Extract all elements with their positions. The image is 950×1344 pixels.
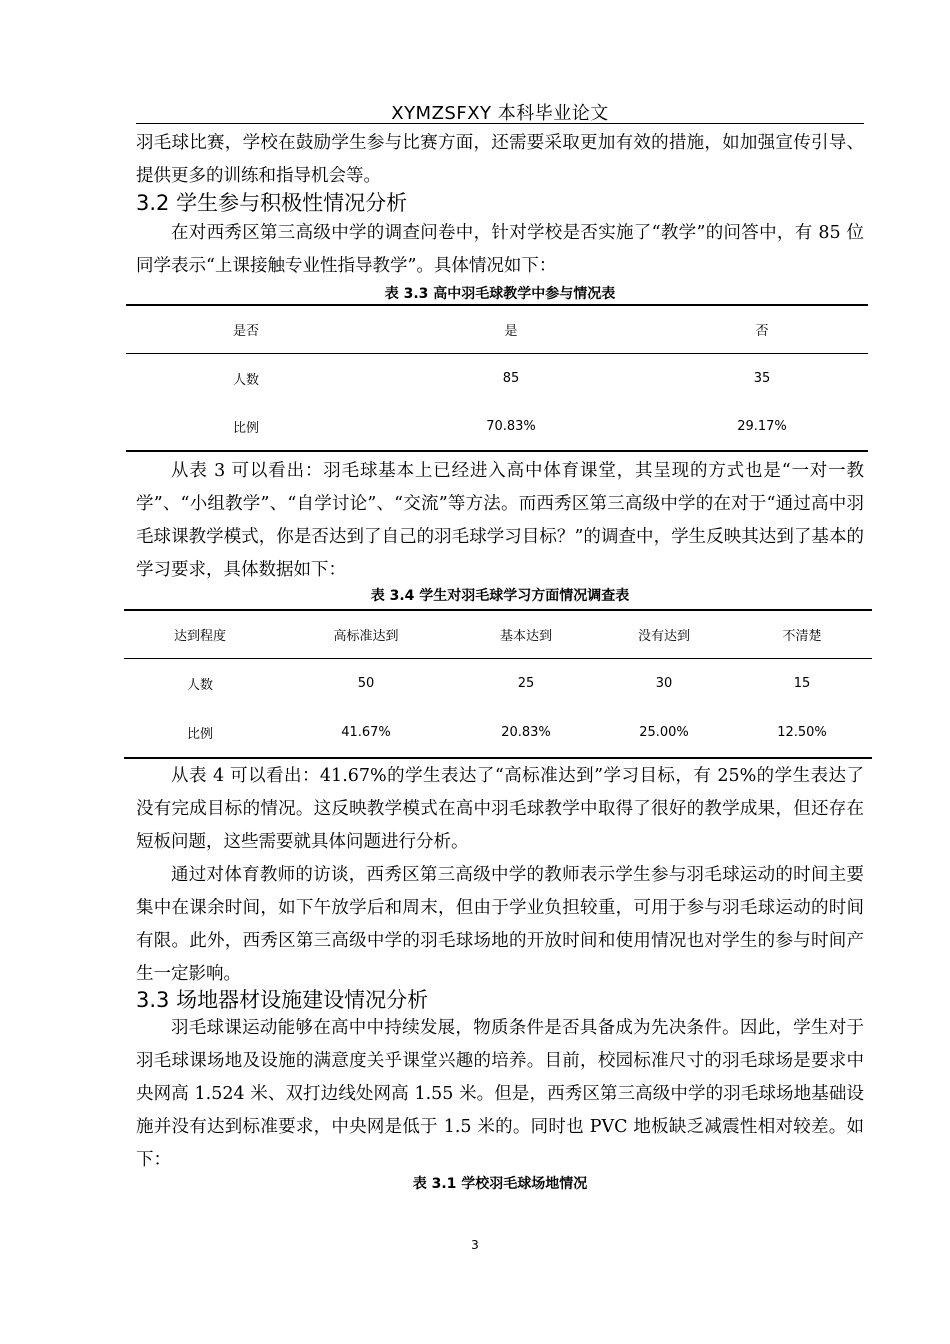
- paragraph-table4-analysis: 从表 4 可以看出：41.67%的学生表达了“高标准达到”学习目标，有 25%的学生表达了没有完成目标的情况。这反映教学模式在高中羽毛球教学中取得了很好的教学成果，但还存在短板问题，这些需要就具体问题进行分析。: [136, 766, 864, 852]
- table-header-cell: 达到程度: [124, 610, 276, 658]
- table-caption-3-1: 表 3.1 学校羽毛球场地情况: [412, 1176, 588, 1192]
- table-cell: 25.00%: [596, 708, 732, 758]
- section-heading-3-2: 3.2 学生参与积极性情况分析: [136, 191, 408, 215]
- table-header-row: [124, 610, 872, 658]
- table-cell: 50: [357, 675, 375, 691]
- table-cell: 29.17%: [656, 403, 868, 451]
- table-header-cell: 否: [656, 305, 868, 353]
- page-header: XYMZSFXY 本科毕业论文: [391, 103, 609, 124]
- table-cell: 比例: [124, 708, 276, 758]
- table-cell: 人数: [233, 372, 260, 388]
- table-cell: 比例: [126, 403, 366, 451]
- section-heading-3-3: 3.3 场地器材设施建设情况分析: [136, 988, 429, 1012]
- table-cell: 25: [517, 675, 535, 691]
- table-cell: 85: [502, 370, 520, 386]
- table-header-cell: 高标准达到: [276, 610, 456, 658]
- page-number: 3: [471, 1238, 479, 1252]
- participation-table: [126, 304, 868, 452]
- table-header-cell: 是否: [126, 305, 366, 353]
- table-cell: 人数: [186, 677, 213, 693]
- paragraph-survey-intro: 在对西秀区第三高级中学的调查问卷中，针对学校是否实施了“教学”的问答中，有 85 位同学表示“上课接触专业性指导教学”。具体情况如下：: [136, 223, 864, 276]
- header-rule: [136, 123, 864, 124]
- table-cell: 70.83%: [366, 403, 656, 451]
- table-cell: 12.50%: [732, 708, 872, 758]
- table-cell: 35: [753, 370, 771, 386]
- table-cell: 30: [655, 675, 673, 691]
- table-caption-3-4: 表 3.4 学生对羽毛球学习方面情况调查表: [370, 588, 630, 604]
- paragraph-continuation: 羽毛球比赛，学校在鼓励学生参与比赛方面，还需要采取更加有效的措施，如加强宣传引导、提供更多的训练和指导机会等。: [136, 133, 864, 186]
- paragraph-teacher-interview: 通过对体育教师的访谈，西秀区第三高级中学的教师表示学生参与羽毛球运动的时间主要集中在课余时间，如下午放学后和周末，但由于学业负担较重，可用于参与羽毛球运动的时间有限。此外，西秀区第三高级中学的羽毛球场地的开放时间和使用情况也对学生的参与时间产生一定影响。: [136, 865, 864, 984]
- table-cell: 41.67%: [276, 708, 456, 758]
- table-header-cell: 不清楚: [732, 610, 872, 658]
- table-row: [124, 708, 872, 758]
- table-header-cell: 没有达到: [596, 610, 732, 658]
- learning-goal-table: [124, 609, 872, 759]
- table-row: [126, 403, 868, 451]
- table-row: [124, 658, 872, 708]
- table-cell: 20.83%: [456, 708, 596, 758]
- table-header-row: [126, 305, 868, 353]
- table-cell: 15: [793, 675, 811, 691]
- table-row: [126, 353, 868, 403]
- paragraph-table3-analysis: 从表 3 可以看出：羽毛球基本上已经进入高中体育课堂，其呈现的方式也是“一对一教学”、“小组教学”、“自学讨论”、“交流”等方法。而西秀区第三高级中学的在对于“通过高中羽毛球课教学模式，你是否达到了自己的羽毛球学习目标？”的调查中，学生反映其达到了基本的学习要求，具体数据如下：: [136, 461, 864, 580]
- paragraph-facilities: 羽毛球课运动能够在高中中持续发展，物质条件是否具备成为先决条件。因此，学生对于羽毛球课场地及设施的满意度关乎课堂兴趣的培养。目前，校园标准尺寸的羽毛球场是要求中央网高 1.524 米、双打边线处网高 1.55 米。但是，西秀区第三高级中学的羽毛球场地基础设施并没有达到标准要求，中央网是低于 1.5 米的。同时也 PVC 地板缺乏减震性相对较差。如下：: [136, 1018, 864, 1170]
- table-header-cell: 是: [366, 305, 656, 353]
- table-caption-3-3: 表 3.3 高中羽毛球教学中参与情况表: [384, 286, 616, 302]
- table-header-cell: 基本达到: [456, 610, 596, 658]
